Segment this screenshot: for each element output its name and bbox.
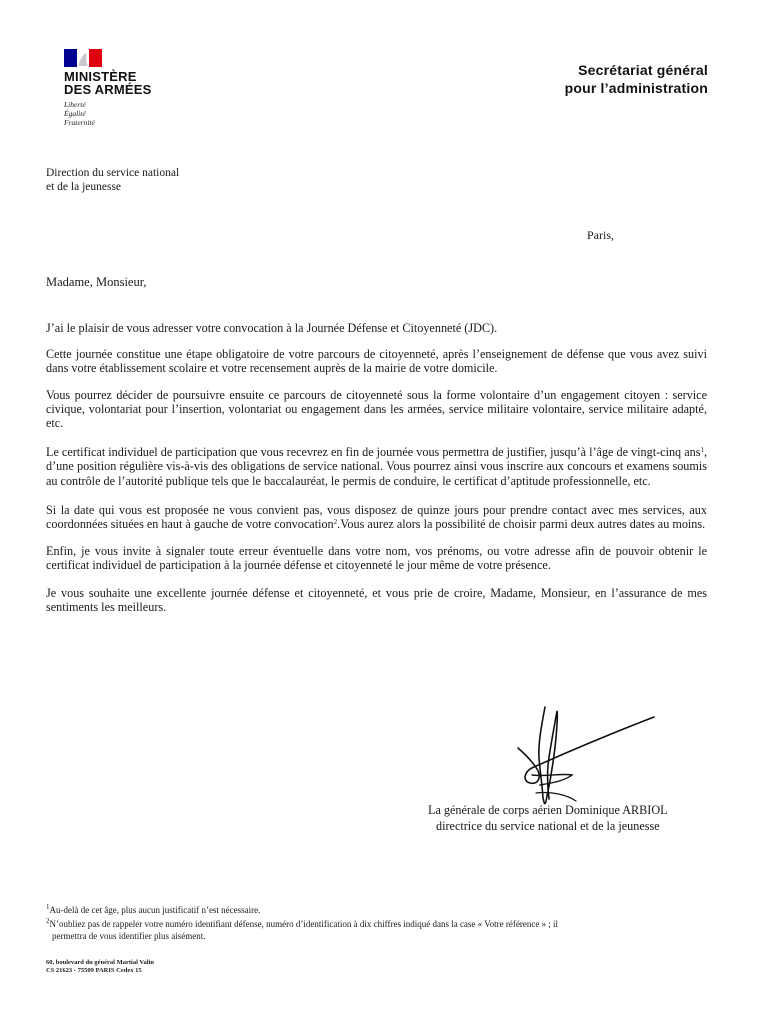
motto-egalite: Égalité [64,109,86,118]
direction-line1: Direction du service national [46,167,180,179]
signer-block [428,802,668,834]
paragraph-4 [46,445,707,488]
footnotes [46,904,706,942]
footnote-2-text: N’oubliez pas de rappeler votre numéro identifiant défense, numéro d’identification à dix chiffres indiqué dans la case « Votre référence » ; il [49,919,559,929]
signer-name: La générale de corps aérien Dominique ARBIOL [428,803,668,817]
paragraph-4-part-b: , d’une position régulière vis-à-vis des obligations de service national. Vous pourrez ainsi vous inscrire aux concours et examens soumis au contrôle de l’autorité publique tels que le baccalauréat, le permis de conduire, le certificat d’aptitude professionnelle, etc. [46,445,707,488]
paragraph-5 [46,503,707,531]
postal-address [46,959,154,975]
salutation: Madame, Monsieur, [46,275,147,289]
secretariat-line1: Secrétariat général [578,62,708,78]
ministry-logo [64,49,204,127]
place-date: Paris, [587,228,614,242]
footnote-1 [46,904,706,916]
ministry-line2: DES ARMÉES [64,82,152,97]
paragraph-5-part-a: Si la date qui vous est proposée ne vous convient pas, vous disposez de quinze jours pour prendre contact avec mes services, aux coordonnées situées en haut à gauche de votre convocation [46,502,707,532]
letter-body [46,321,707,614]
secretariat-line2: pour l’administration [564,80,708,96]
marianne-flag-icon [64,49,102,67]
paragraph-7: Je vous souhaite une excellente journée défense et citoyenneté, et vous prie de croire, Madame, Monsieur, en l’assurance de mes sentiments les meilleurs. [46,585,707,614]
address-line1: 60, boulevard du général Martial Valin [46,959,154,966]
footnote-ref-2: 2 [333,518,338,527]
paragraph-5-part-b: .Vous aurez alors la possibilité de choisir parmi deux autres dates au moins. [337,517,706,532]
ministry-line1: MINISTÈRE [64,69,137,84]
signer-title: directrice du service national et de la jeunesse [436,819,660,833]
handwritten-signature [512,703,662,808]
paragraph-3: Vous pourrez décider de poursuivre ensuite ce parcours de citoyenneté sous la forme volontaire d’un engagement citoyen : service civique, volontariat pour l’insertion, volontariat ou engagement dans les armées, service militaire volontaire, service militaire adapté, etc. [46,387,707,431]
paragraph-6: Enfin, je vous invite à signaler toute erreur éventuelle dans votre nom, vos prénoms, ou votre adresse afin de pouvoir obtenir le certificat individuel de participation à la journée défense et citoyenneté le jour même de votre présence. [46,544,707,573]
footnote-1-number: 1 [46,903,50,911]
sender-direction [46,166,179,194]
motto-fraternite: Fraternité [64,118,95,127]
ministry-name [64,70,204,96]
paragraph-4-part-a: Le certificat individuel de participation que vous recevrez en fin de journée vous permettra de justifier, jusqu’à l’âge de vingt-cinq ans [46,445,701,460]
footnote-1-text: Au-delà de cet âge, plus aucun justificatif n’est nécessaire. [49,905,261,915]
footnote-2-continuation: permettra de vous identifier plus aisément. [52,931,206,941]
footnote-2-number: 2 [46,917,50,925]
direction-line2: et de la jeunesse [46,181,122,193]
footnote-ref-1: 1 [700,446,704,455]
paragraph-1: J’ai le plaisir de vous adresser votre convocation à la Journée Défense et Citoyenneté (JDC). [46,321,498,335]
republic-motto [64,100,204,127]
motto-liberte: Liberté [64,100,86,109]
address-line2: CS 21623 - 75509 PARIS Cedex 15 [46,967,142,974]
footnote-2 [46,918,706,930]
secretariat-heading [565,61,708,97]
paragraph-2: Cette journée constitue une étape obligatoire de votre parcours de citoyenneté, après l’enseignement de défense que vous avez suivi dans votre établissement scolaire et votre recensement auprès de la mairie de votre domicile. [46,347,707,376]
